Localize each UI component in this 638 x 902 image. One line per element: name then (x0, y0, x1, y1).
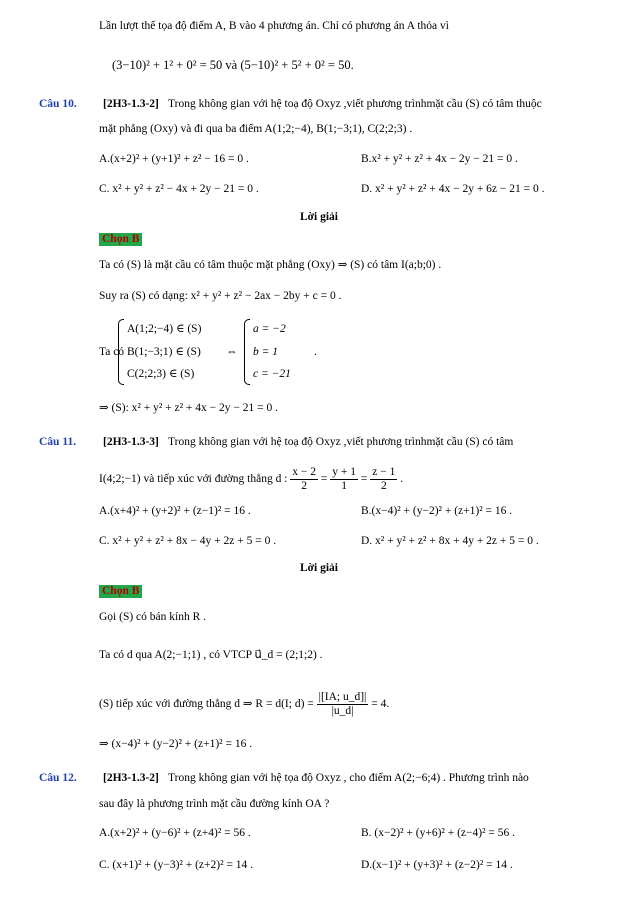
q10-label: Câu 10. (39, 98, 77, 110)
q11-solution-2: Ta có d qua A(2;−1;1) , có VTCP u⃗_d = (2;1;2) . (99, 649, 323, 661)
q10-system-left-1: A(1;2;−4) ∈ (S) (127, 323, 202, 335)
q11-option-c: C. x² + y² + z² + 8x − 4y + 2z + 5 = 0 . (99, 535, 277, 547)
q11-fraction-z (370, 466, 397, 493)
intro-line-1: Lần lượt thế tọa độ điểm A, B vào 4 phương án. Chỉ có phương án A thỏa vì (99, 20, 449, 32)
q11-solution-3-end: = 4. (371, 698, 390, 711)
q10-system-left-brace (118, 319, 124, 385)
q11-equals-2: = (360, 473, 368, 486)
q10-choice-badge: Chọn B (99, 233, 142, 246)
q11-solution-3 (99, 691, 389, 718)
q10-text-1: Trong không gian với hệ toạ độ Oxyz ,viết phương trìnhmặt cầu (S) có tâm thuộc (168, 98, 542, 110)
q11-text-2-end: . (400, 473, 404, 486)
q12-label: Câu 12. (39, 772, 77, 784)
q11-radius-fraction (317, 691, 369, 718)
q11-text-2-prefix: I(4;2;−1) và tiếp xúc với đường thẳng d : (99, 473, 288, 486)
q10-solution-4: ⇒ (S): x² + y² + z² + 4x − 2y − 21 = 0 . (99, 402, 278, 414)
q11-text-2 (99, 466, 403, 493)
q10-system-end: . (314, 346, 317, 358)
q10-solution-2: Suy ra (S) có dạng: x² + y² + z² − 2ax − 2by + c = 0 . (99, 290, 342, 302)
q11-solution-3-prefix: (S) tiếp xúc với đường thẳng d ⇒ R = d(I; d) = (99, 698, 314, 711)
q10-system-right-brace (244, 319, 250, 385)
q11-option-d: D. x² + y² + z² + 8x + 4y + 2z + 5 = 0 . (361, 535, 539, 547)
q11-radius-denominator: |u_d| (331, 705, 354, 717)
q11-fraction-x (290, 466, 318, 493)
q10-solution-3-prefix: Ta có (99, 346, 125, 358)
q10-solution-1: Ta có (S) là mặt cầu có tâm thuộc mặt phẳng (Oxy) ⇒ (S) có tâm I(a;b;0) . (99, 259, 442, 271)
q10-system-right-2: b = 1 (253, 346, 279, 358)
q12-code: [2H3-1.3-2] (103, 772, 159, 784)
q10-option-d: D. x² + y² + z² + 4x − 2y + 6z − 21 = 0 . (361, 183, 545, 195)
q10-system-equiv: ⇔ (226, 346, 238, 358)
q11-fraction-x-den: 2 (301, 480, 308, 492)
q10-option-a: A.(x+2)² + (y+1)² + z² − 16 = 0 . (99, 153, 249, 165)
q11-option-a: A.(x+4)² + (y+2)² + (z−1)² = 16 . (99, 505, 251, 517)
q10-text-2: mặt phẳng (Oxy) và đi qua ba điểm A(1;2;−4), B(1;−3;1), C(2;2;3) . (99, 123, 413, 135)
q10-option-b: B.x² + y² + z² + 4x − 2y − 21 = 0 . (361, 153, 518, 165)
q11-label: Câu 11. (39, 436, 77, 448)
intro-line-2: (3−10)² + 1² + 0² = 50 và (5−10)² + 5² + 0² = 50. (112, 58, 354, 72)
q10-system-left-2: B(1;−3;1) ∈ (S) (127, 346, 201, 358)
q12-option-c: C. (x+1)² + (y−3)² + (z+2)² = 14 . (99, 859, 254, 871)
q11-fraction-y-den: 1 (341, 480, 348, 492)
q11-code: [2H3-1.3-3] (103, 436, 159, 448)
q11-fraction-y-num: y + 1 (332, 466, 357, 478)
q11-solution-title: Lời giải (300, 562, 338, 574)
q10-system-right-3: c = −21 (253, 368, 291, 380)
q11-text-1: Trong không gian với hệ toạ độ Oxyz ,viết phương trìnhmặt cầu (S) có tâm (168, 436, 514, 448)
q10-system-left-3: C(2;2;3) ∈ (S) (127, 368, 195, 380)
q11-equals-1: = (320, 473, 328, 486)
q11-fraction-x-num: x − 2 (292, 466, 317, 478)
q12-text-1: Trong không gian với hệ tọa độ Oxyz , cho điểm A(2;−6;4) . Phương trình nào (168, 772, 529, 784)
q11-solution-1: Gọi (S) có bán kính R . (99, 611, 207, 623)
q11-choice-badge: Chọn B (99, 585, 142, 598)
q12-text-2: sau đây là phương trình mặt cầu đường kính OA ? (99, 798, 330, 810)
q10-option-c: C. x² + y² + z² − 4x + 2y − 21 = 0 . (99, 183, 259, 195)
q11-fraction-z-num: z − 1 (372, 466, 396, 478)
q10-code: [2H3-1.3-2] (103, 98, 159, 110)
q10-system-right-1: a = −2 (253, 323, 286, 335)
q10-solution-title: Lời giải (300, 211, 338, 223)
q12-option-d: D.(x−1)² + (y+3)² + (z−2)² = 14 . (361, 859, 513, 871)
q11-fraction-y (330, 466, 358, 493)
q11-radius-numerator: |[IA; u_d]| (318, 691, 367, 703)
q11-option-b: B.(x−4)² + (y−2)² + (z+1)² = 16 . (361, 505, 513, 517)
q11-fraction-z-den: 2 (380, 480, 387, 492)
q12-option-a: A.(x+2)² + (y−6)² + (z+4)² = 56 . (99, 827, 251, 839)
q12-option-b: B. (x−2)² + (y+6)² + (z−4)² = 56 . (361, 827, 516, 839)
q11-solution-4: ⇒ (x−4)² + (y−2)² + (z+1)² = 16 . (99, 738, 253, 750)
